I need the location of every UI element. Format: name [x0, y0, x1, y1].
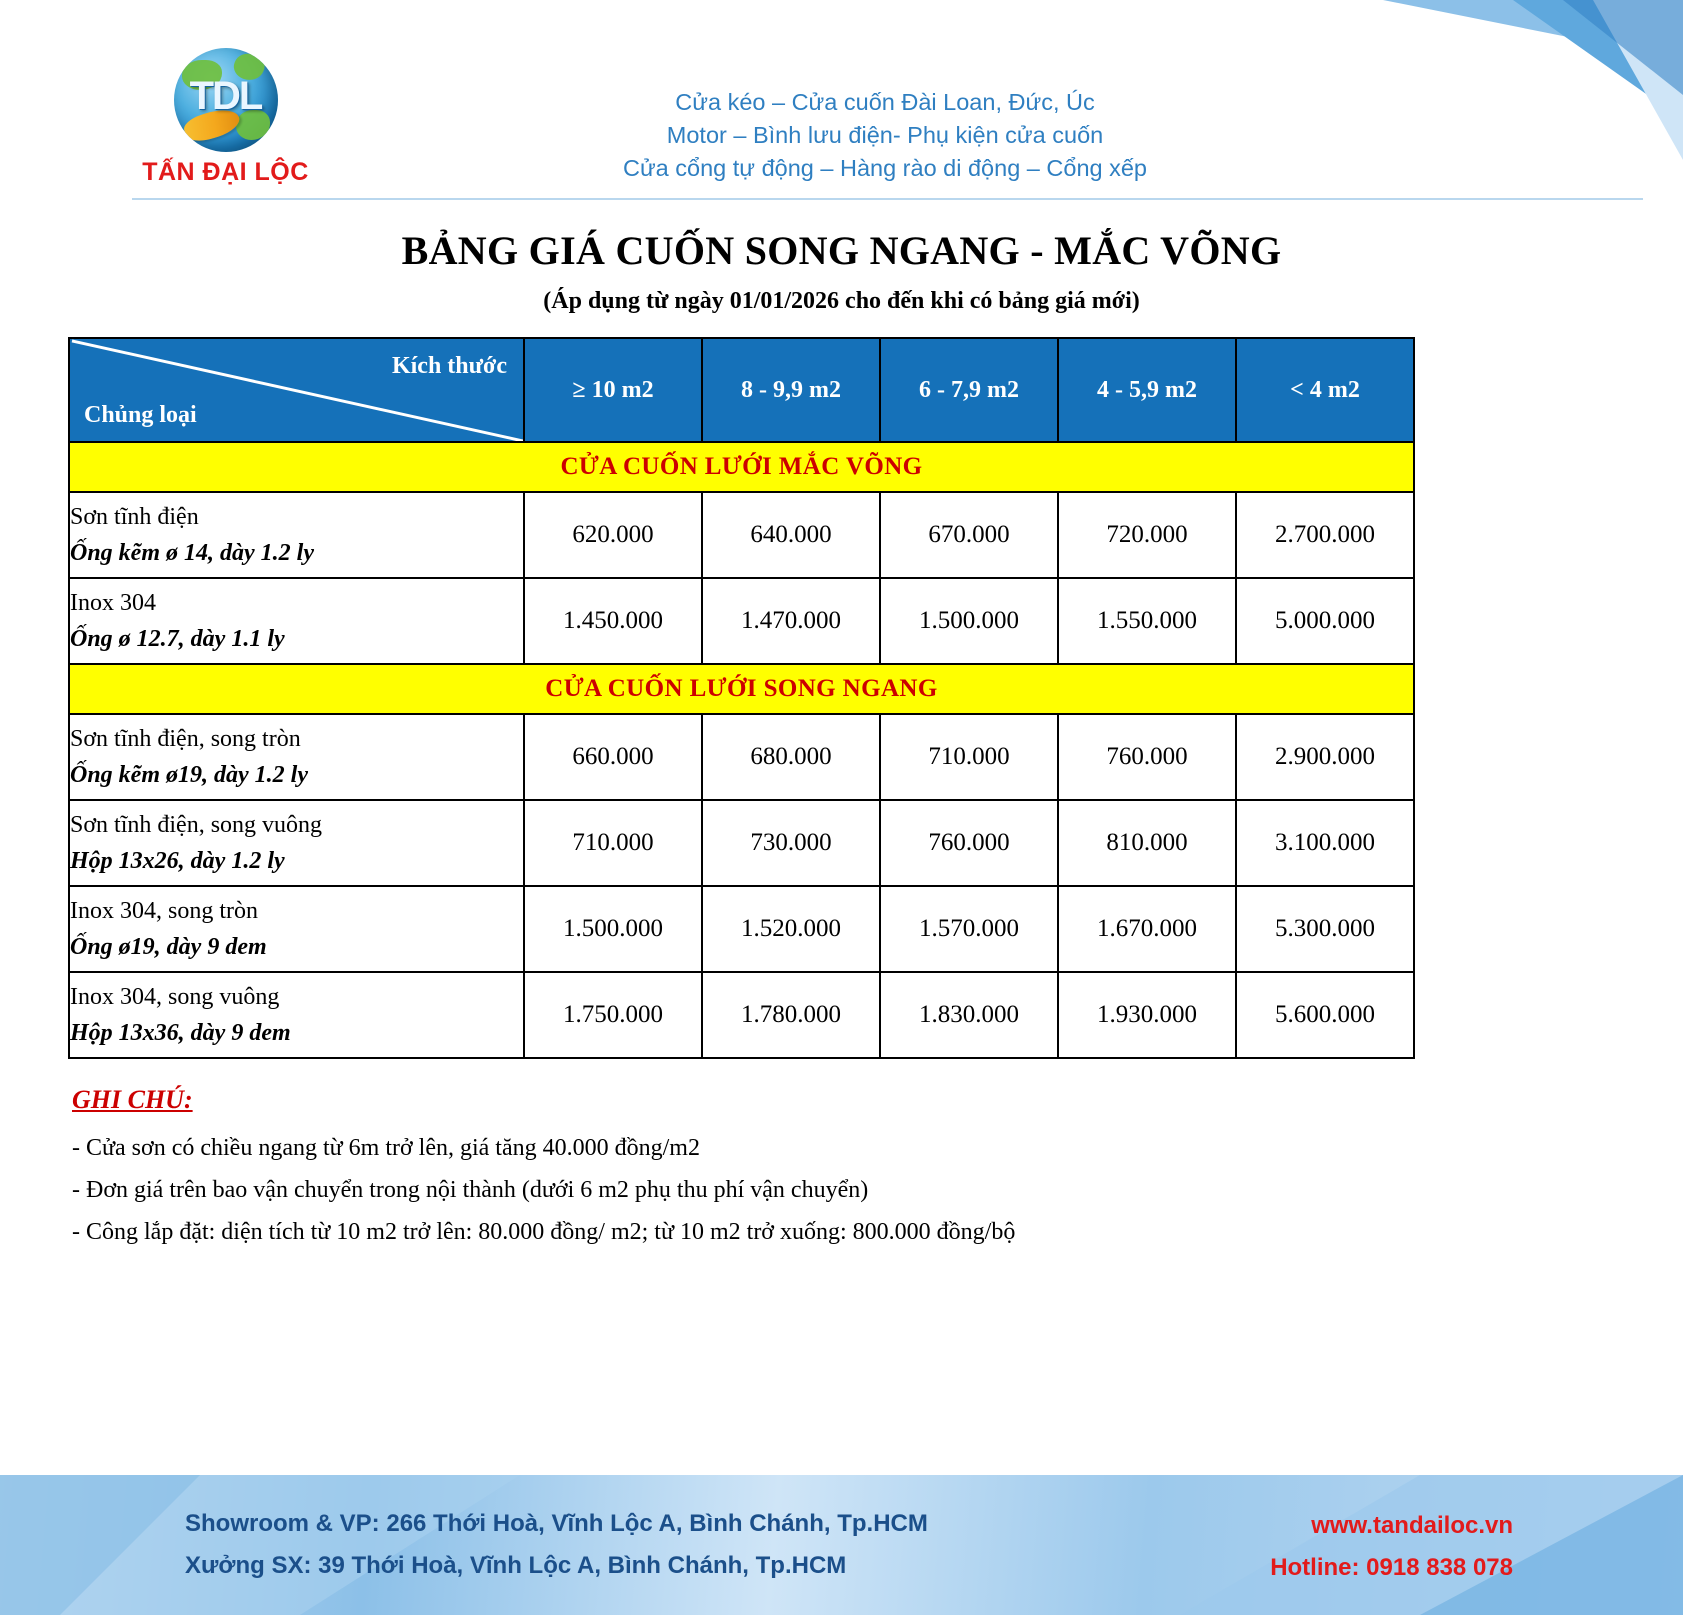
- row-spec: Ống ø19, dày 9 dem: [70, 934, 267, 960]
- column-header-1: 8 - 9,9 m2: [702, 338, 880, 442]
- table-header: [69, 338, 1414, 442]
- price-cell: 1.830.000: [880, 972, 1058, 1058]
- price-cell: 680.000: [702, 714, 880, 800]
- page-subtitle: (Áp dụng từ ngày 01/01/2026 cho đến khi có bảng giá mới): [543, 288, 1140, 314]
- section-band-label: CỬA CUỐN LƯỚI SONG NGANG: [69, 664, 1414, 714]
- column-header-0: ≥ 10 m2: [524, 338, 702, 442]
- row-name: Sơn tĩnh điện: [70, 504, 199, 530]
- page-header: [0, 0, 1683, 205]
- tagline-line-1: Cửa kéo – Cửa cuốn Đài Loan, Đức, Úc: [675, 89, 1095, 115]
- price-cell: 1.750.000: [524, 972, 702, 1058]
- footer-address-line-2: Xưởng SX: 39 Thới Hoà, Vĩnh Lộc A, Bình Chánh, Tp.HCM: [185, 1552, 847, 1579]
- footer-address-line-1: Showroom & VP: 266 Thới Hoà, Vĩnh Lộc A, Bình Chánh, Tp.HCM: [185, 1510, 928, 1537]
- row-type-cell: [69, 578, 524, 664]
- price-cell: 660.000: [524, 714, 702, 800]
- price-cell: 1.520.000: [702, 886, 880, 972]
- row-name: Inox 304: [70, 590, 156, 616]
- table-body: [69, 442, 1414, 1058]
- page-footer: [0, 1475, 1683, 1615]
- price-cell: 1.930.000: [1058, 972, 1236, 1058]
- price-cell: 710.000: [880, 714, 1058, 800]
- header-decoration: [1263, 0, 1683, 160]
- row-type-cell: [69, 800, 524, 886]
- notes-title: GHI CHÚ:: [72, 1085, 193, 1114]
- note-line: - Đơn giá trên bao vận chuyển trong nội thành (dưới 6 m2 phụ thu phí vận chuyển): [72, 1177, 869, 1203]
- table-corner-cell: [69, 338, 524, 442]
- section-band-label: CỬA CUỐN LƯỚI MẮC VÕNG: [69, 442, 1414, 492]
- footer-hotline: Hotline: 0918 838 078: [1270, 1554, 1513, 1581]
- footer-contact: [1270, 1505, 1513, 1589]
- row-type-cell: [69, 492, 524, 578]
- row-spec: Ống ø 12.7, dày 1.1 ly: [70, 626, 285, 652]
- note-line: - Công lắp đặt: diện tích từ 10 m2 trở lên: 80.000 đồng/ m2; từ 10 m2 trở xuống: 800.000 đồng/bộ: [72, 1219, 1016, 1245]
- price-cell: 1.550.000: [1058, 578, 1236, 664]
- footer-address: [185, 1503, 928, 1587]
- price-cell: 730.000: [702, 800, 880, 886]
- price-cell: 5.600.000: [1236, 972, 1414, 1058]
- row-type-cell: [69, 886, 524, 972]
- price-cell: 720.000: [1058, 492, 1236, 578]
- header-divider: [132, 198, 1643, 200]
- note-line: - Cửa sơn có chiều ngang từ 6m trở lên, giá tăng 40.000 đồng/m2: [72, 1135, 700, 1161]
- column-header-2: 6 - 7,9 m2: [880, 338, 1058, 442]
- page-title: BẢNG GIÁ CUỐN SONG NGANG - MẮC VÕNG: [401, 228, 1282, 273]
- row-spec: Ống kẽm ø 14, dày 1.2 ly: [70, 540, 314, 566]
- price-cell: 1.670.000: [1058, 886, 1236, 972]
- price-cell: 620.000: [524, 492, 702, 578]
- price-cell: 670.000: [880, 492, 1058, 578]
- row-spec: Hộp 13x36, dày 9 dem: [70, 1020, 291, 1046]
- section-band: [69, 664, 1414, 714]
- table-row: [69, 714, 1414, 800]
- logo-monogram: TDL: [189, 74, 262, 118]
- header-tagline: [470, 86, 1300, 185]
- footer-website[interactable]: www.tandailoc.vn: [1311, 1512, 1513, 1539]
- price-cell: 5.300.000: [1236, 886, 1414, 972]
- company-name: TẤN ĐẠI LỘC: [142, 158, 309, 186]
- table-row: [69, 800, 1414, 886]
- row-name: Inox 304, song tròn: [70, 898, 258, 924]
- price-cell: 2.900.000: [1236, 714, 1414, 800]
- price-cell: 1.450.000: [524, 578, 702, 664]
- row-name: Inox 304, song vuông: [70, 984, 280, 1010]
- section-band: [69, 442, 1414, 492]
- globe-icon: [174, 48, 278, 152]
- price-cell: 5.000.000: [1236, 578, 1414, 664]
- table-row: [69, 972, 1414, 1058]
- row-type-cell: [69, 714, 524, 800]
- corner-label-size: Kích thước: [391, 353, 507, 379]
- price-cell: 1.500.000: [880, 578, 1058, 664]
- price-cell: 2.700.000: [1236, 492, 1414, 578]
- notes-section: [72, 1085, 1472, 1253]
- row-name: Sơn tĩnh điện, song tròn: [70, 726, 301, 752]
- price-cell: 1.570.000: [880, 886, 1058, 972]
- tagline-line-2: Motor – Bình lưu điện- Phụ kiện cửa cuốn: [666, 122, 1104, 148]
- price-cell: 3.100.000: [1236, 800, 1414, 886]
- row-spec: Ống kẽm ø19, dày 1.2 ly: [70, 762, 308, 788]
- corner-label-type: Chủng loại: [84, 402, 197, 428]
- table-row: [69, 886, 1414, 972]
- price-cell: 810.000: [1058, 800, 1236, 886]
- price-table: [68, 337, 1415, 1059]
- table-row: [69, 492, 1414, 578]
- price-cell: 710.000: [524, 800, 702, 886]
- row-spec: Hộp 13x26, dày 1.2 ly: [70, 848, 285, 874]
- price-cell: 640.000: [702, 492, 880, 578]
- price-cell: 1.470.000: [702, 578, 880, 664]
- price-cell: 760.000: [1058, 714, 1236, 800]
- column-header-3: 4 - 5,9 m2: [1058, 338, 1236, 442]
- price-cell: 1.500.000: [524, 886, 702, 972]
- row-type-cell: [69, 972, 524, 1058]
- price-cell: 760.000: [880, 800, 1058, 886]
- row-name: Sơn tĩnh điện, song vuông: [70, 812, 323, 838]
- company-logo: [133, 48, 318, 188]
- table-row: [69, 578, 1414, 664]
- price-cell: 1.780.000: [702, 972, 880, 1058]
- column-header-4: < 4 m2: [1236, 338, 1414, 442]
- tagline-line-3: Cửa cổng tự động – Hàng rào di động – Cổng xếp: [622, 155, 1147, 181]
